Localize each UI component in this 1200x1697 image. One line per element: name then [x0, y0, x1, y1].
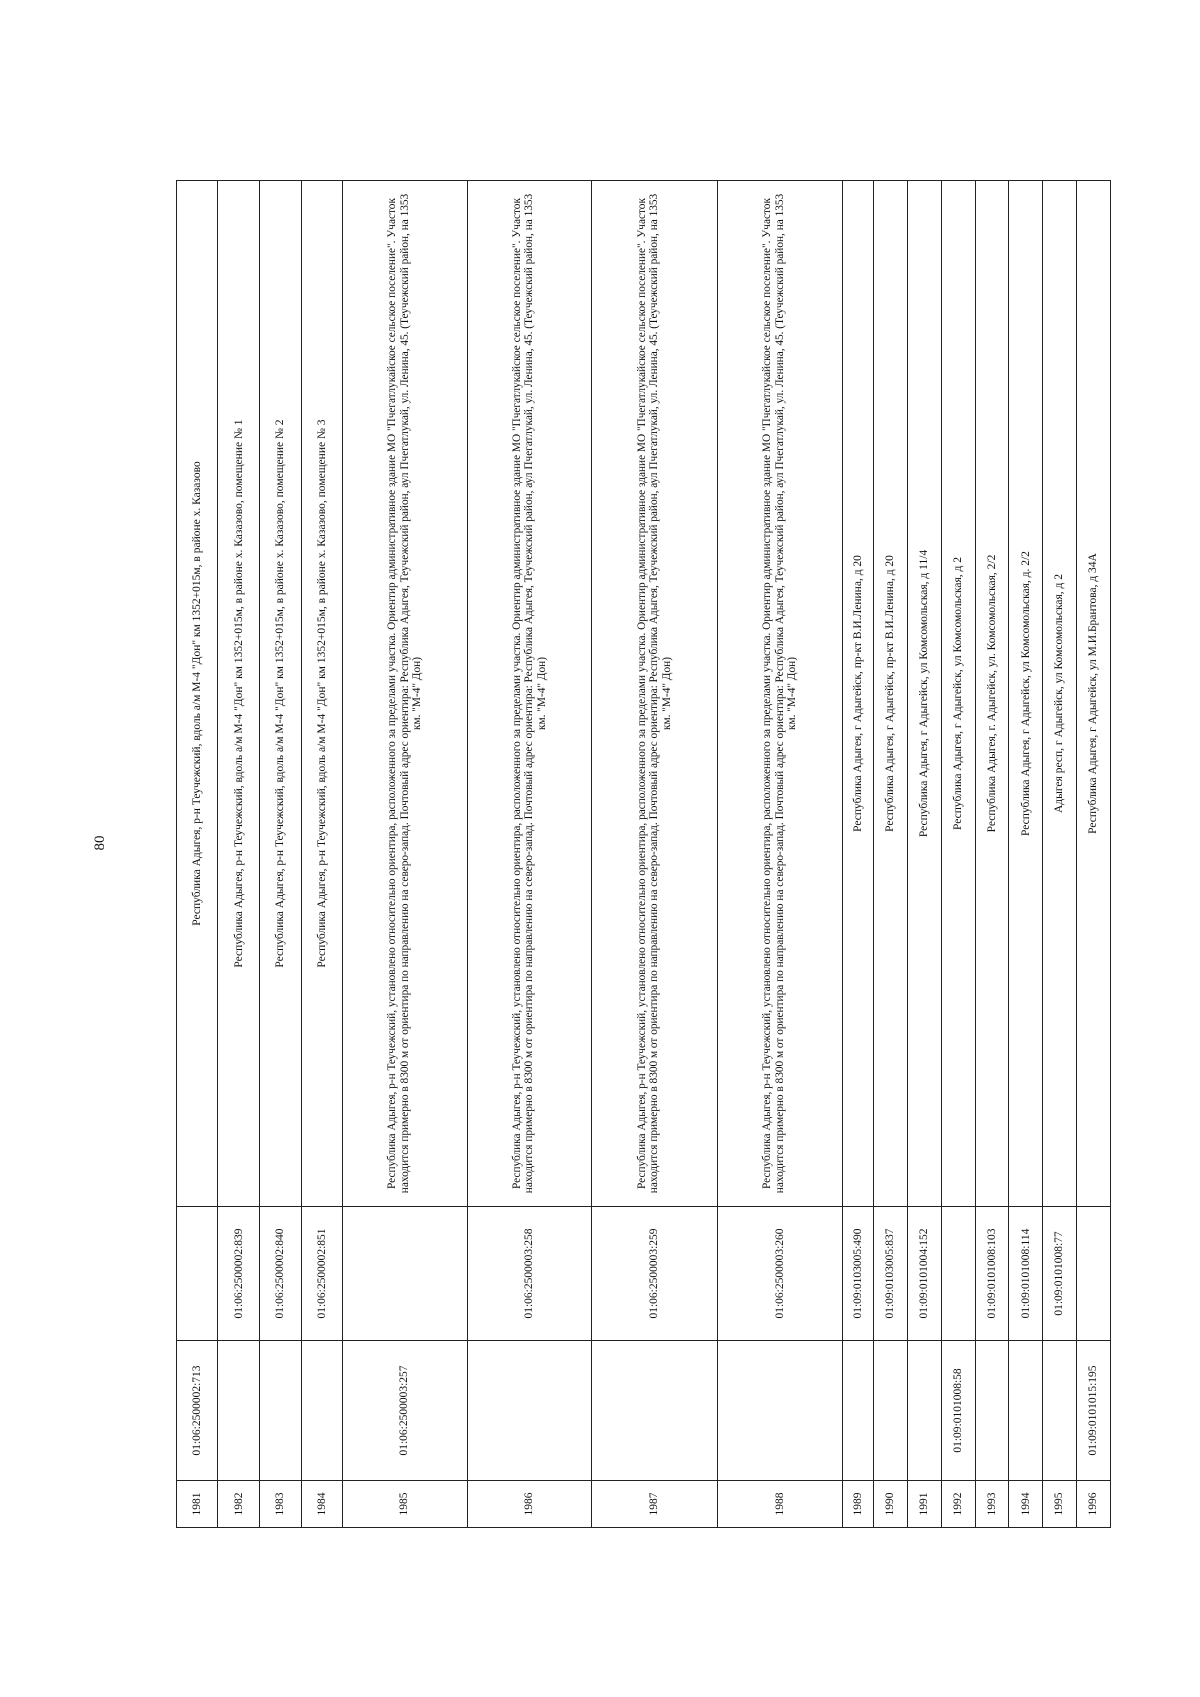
row-number: 1985 [342, 1481, 467, 1528]
row-number: 1996 [1077, 1481, 1111, 1528]
table-row [177, 181, 218, 1528]
cadastral-number-object: 01:09:0101008:77 [1043, 1207, 1077, 1341]
address-cell: Республика Адыгея, р-н Теучежский, установлено относительно ориентира, расположенного за пределами участка. Ориентир административное здание МО "Пчегатлукайское сельское поселение". Участок находится примерно в 8300 м от ориентира по направлению на северо-запад. Почтовый адрес ориентира: Республика Адыгея, Теучежский район, аул Пчегатлукай, ул. Ленина, 45. (Теучежский район, на 1353 км. "М-4" Дон) [717, 181, 842, 1207]
cadastral-number-parcel [467, 1341, 592, 1481]
cadastral-number-parcel: 01:06:2500003:257 [342, 1341, 467, 1481]
cadastral-number-parcel [908, 1341, 942, 1481]
row-number: 1987 [592, 1481, 718, 1528]
table-row [467, 181, 592, 1528]
table-row [342, 181, 467, 1528]
address-cell: Республика Адыгея, р-н Теучежский, вдоль а/м М-4 "Дон" км 1352+015м, в районе х. Казазово, помещение № 2 [260, 181, 301, 1207]
row-number: 1982 [218, 1481, 260, 1528]
cadastral-number-parcel: 01:09:0101015:195 [1077, 1341, 1111, 1481]
table-row [301, 181, 342, 1528]
row-number: 1994 [1009, 1481, 1043, 1528]
cadastral-number-object: 01:06:2500003:260 [717, 1207, 842, 1341]
rotated-table-area [176, 181, 1111, 1528]
row-number: 1986 [467, 1481, 592, 1528]
cadastral-number-parcel [717, 1341, 842, 1481]
address-cell: Республика Адыгея, г. Адыгейск, ул. Комсомольская, 2/2 [975, 181, 1009, 1207]
cadastral-number-parcel [218, 1341, 260, 1481]
address-cell: Республика Адыгея, г Адыгейск, ул Комсомольская, д 11/4 [908, 181, 942, 1207]
cadastral-number-parcel: 01:09:0101008:58 [941, 1341, 975, 1481]
cadastral-number-object: 01:09:0103005:490 [842, 1207, 874, 1341]
table-row [1043, 181, 1077, 1528]
row-number: 1989 [842, 1481, 874, 1528]
address-cell: Республика Адыгея, р-н Теучежский, вдоль а/м М-4 "Дон" км 1352+015м, в районе х. Казазово, помещение № 3 [301, 181, 342, 1207]
address-cell: Республика Адыгея, р-н Теучежский, установлено относительно ориентира, расположенного за пределами участка. Ориентир административное здание МО "Пчегатлукайское сельское поселение". Участок находится примерно в 8300 м от ориентира по направлению на северо-запад. Почтовый адрес ориентира: Республика Адыгея, Теучежский район, аул Пчегатлукай, ул. Ленина, 45. (Теучежский район, на 1353 км. "М-4" Дон) [467, 181, 592, 1207]
address-cell: Адыгея респ, г Адыгейск, ул Комсомольская, д 2 [1043, 181, 1077, 1207]
address-cell: Республика Адыгея, г Адыгейск, пр-кт В.И.Ленина, д 20 [874, 181, 908, 1207]
address-cell: Республика Адыгея, р-н Теучежский, установлено относительно ориентира, расположенного за пределами участка. Ориентир административное здание МО "Пчегатлукайское сельское поселение". Участок находится примерно в 8300 м от ориентира по направлению на северо-запад. Почтовый адрес ориентира: Республика Адыгея, Теучежский район, аул Пчегатлукай, ул. Ленина, 45. (Теучежский район, на 1353 км. "М-4" Дон) [342, 181, 467, 1207]
cadastral-number-object: 01:06:2500002:840 [260, 1207, 301, 1341]
cadastral-number-parcel [874, 1341, 908, 1481]
address-cell: Республика Адыгея, р-н Теучежский, вдоль а/м М-4 "Дон" км 1352+015м, в районе х. Казазово, помещение № 1 [218, 181, 260, 1207]
table-row [1009, 181, 1043, 1528]
cadastral-number-object: 01:09:0103005:837 [874, 1207, 908, 1341]
cadastral-number-parcel [1043, 1341, 1077, 1481]
table-row [1077, 181, 1111, 1528]
row-number: 1993 [975, 1481, 1009, 1528]
row-number: 1983 [260, 1481, 301, 1528]
row-number: 1991 [908, 1481, 942, 1528]
table-row [260, 181, 301, 1528]
row-number: 1984 [301, 1481, 342, 1528]
row-number: 1995 [1043, 1481, 1077, 1528]
cadastral-number-object [342, 1207, 467, 1341]
cadastral-number-parcel [1009, 1341, 1043, 1481]
cadastral-number-object [1077, 1207, 1111, 1341]
address-cell: Республика Адыгея, р-н Теучежский, вдоль а/м М-4 "Дон" км 1352+015м, в районе х. Казазово [177, 181, 218, 1207]
cadastral-number-object: 01:09:0101008:114 [1009, 1207, 1043, 1341]
row-number: 1981 [177, 1481, 218, 1528]
cadastral-number-object: 01:06:2500003:259 [592, 1207, 718, 1341]
address-cell: Республика Адыгея, г Адыгейск, ул Комсомольская, д. 2/2 [1009, 181, 1043, 1207]
row-number: 1992 [941, 1481, 975, 1528]
page-number: 80 [91, 835, 108, 851]
cadastral-number-object [941, 1207, 975, 1341]
cadastral-table [176, 180, 1111, 1528]
address-cell: Республика Адыгея, г Адыгейск, ул Комсомольская, д 2 [941, 181, 975, 1207]
table-wrap [176, 181, 1111, 1528]
cadastral-number-parcel [260, 1341, 301, 1481]
cadastral-number-parcel: 01:06:2500002:713 [177, 1341, 218, 1481]
table-row [975, 181, 1009, 1528]
row-number: 1990 [874, 1481, 908, 1528]
address-cell: Республика Адыгея, р-н Теучежский, установлено относительно ориентира, расположенного за пределами участка. Ориентир административное здание МО "Пчегатлукайское сельское поселение". Участок находится примерно в 8300 м от ориентира по направлению на северо-запад. Почтовый адрес ориентира: Республика Адыгея, Теучежский район, аул Пчегатлукай, ул. Ленина, 45. (Теучежский район, на 1353 км. "М-4" Дон) [592, 181, 718, 1207]
cadastral-number-object: 01:06:2500003:258 [467, 1207, 592, 1341]
address-cell: Республика Адыгея, г Адыгейск, пр-кт В.И.Ленина, д 20 [842, 181, 874, 1207]
table-row [941, 181, 975, 1528]
cadastral-number-parcel [301, 1341, 342, 1481]
cadastral-number-parcel [592, 1341, 718, 1481]
row-number: 1988 [717, 1481, 842, 1528]
table-row [592, 181, 718, 1528]
address-cell: Республика Адыгея, г Адыгейск, ул М.И.Брантова, д 34А [1077, 181, 1111, 1207]
cadastral-number-object: 01:06:2500002:839 [218, 1207, 260, 1341]
cadastral-number-object: 01:06:2500002:851 [301, 1207, 342, 1341]
cadastral-number-object: 01:09:0101004:152 [908, 1207, 942, 1341]
table-row [218, 181, 260, 1528]
cadastral-number-object [177, 1207, 218, 1341]
table-row [908, 181, 942, 1528]
cadastral-number-parcel [975, 1341, 1009, 1481]
table-row [874, 181, 908, 1528]
table-row [842, 181, 874, 1528]
table-row [717, 181, 842, 1528]
cadastral-number-parcel [842, 1341, 874, 1481]
cadastral-number-object: 01:09:0101008:103 [975, 1207, 1009, 1341]
